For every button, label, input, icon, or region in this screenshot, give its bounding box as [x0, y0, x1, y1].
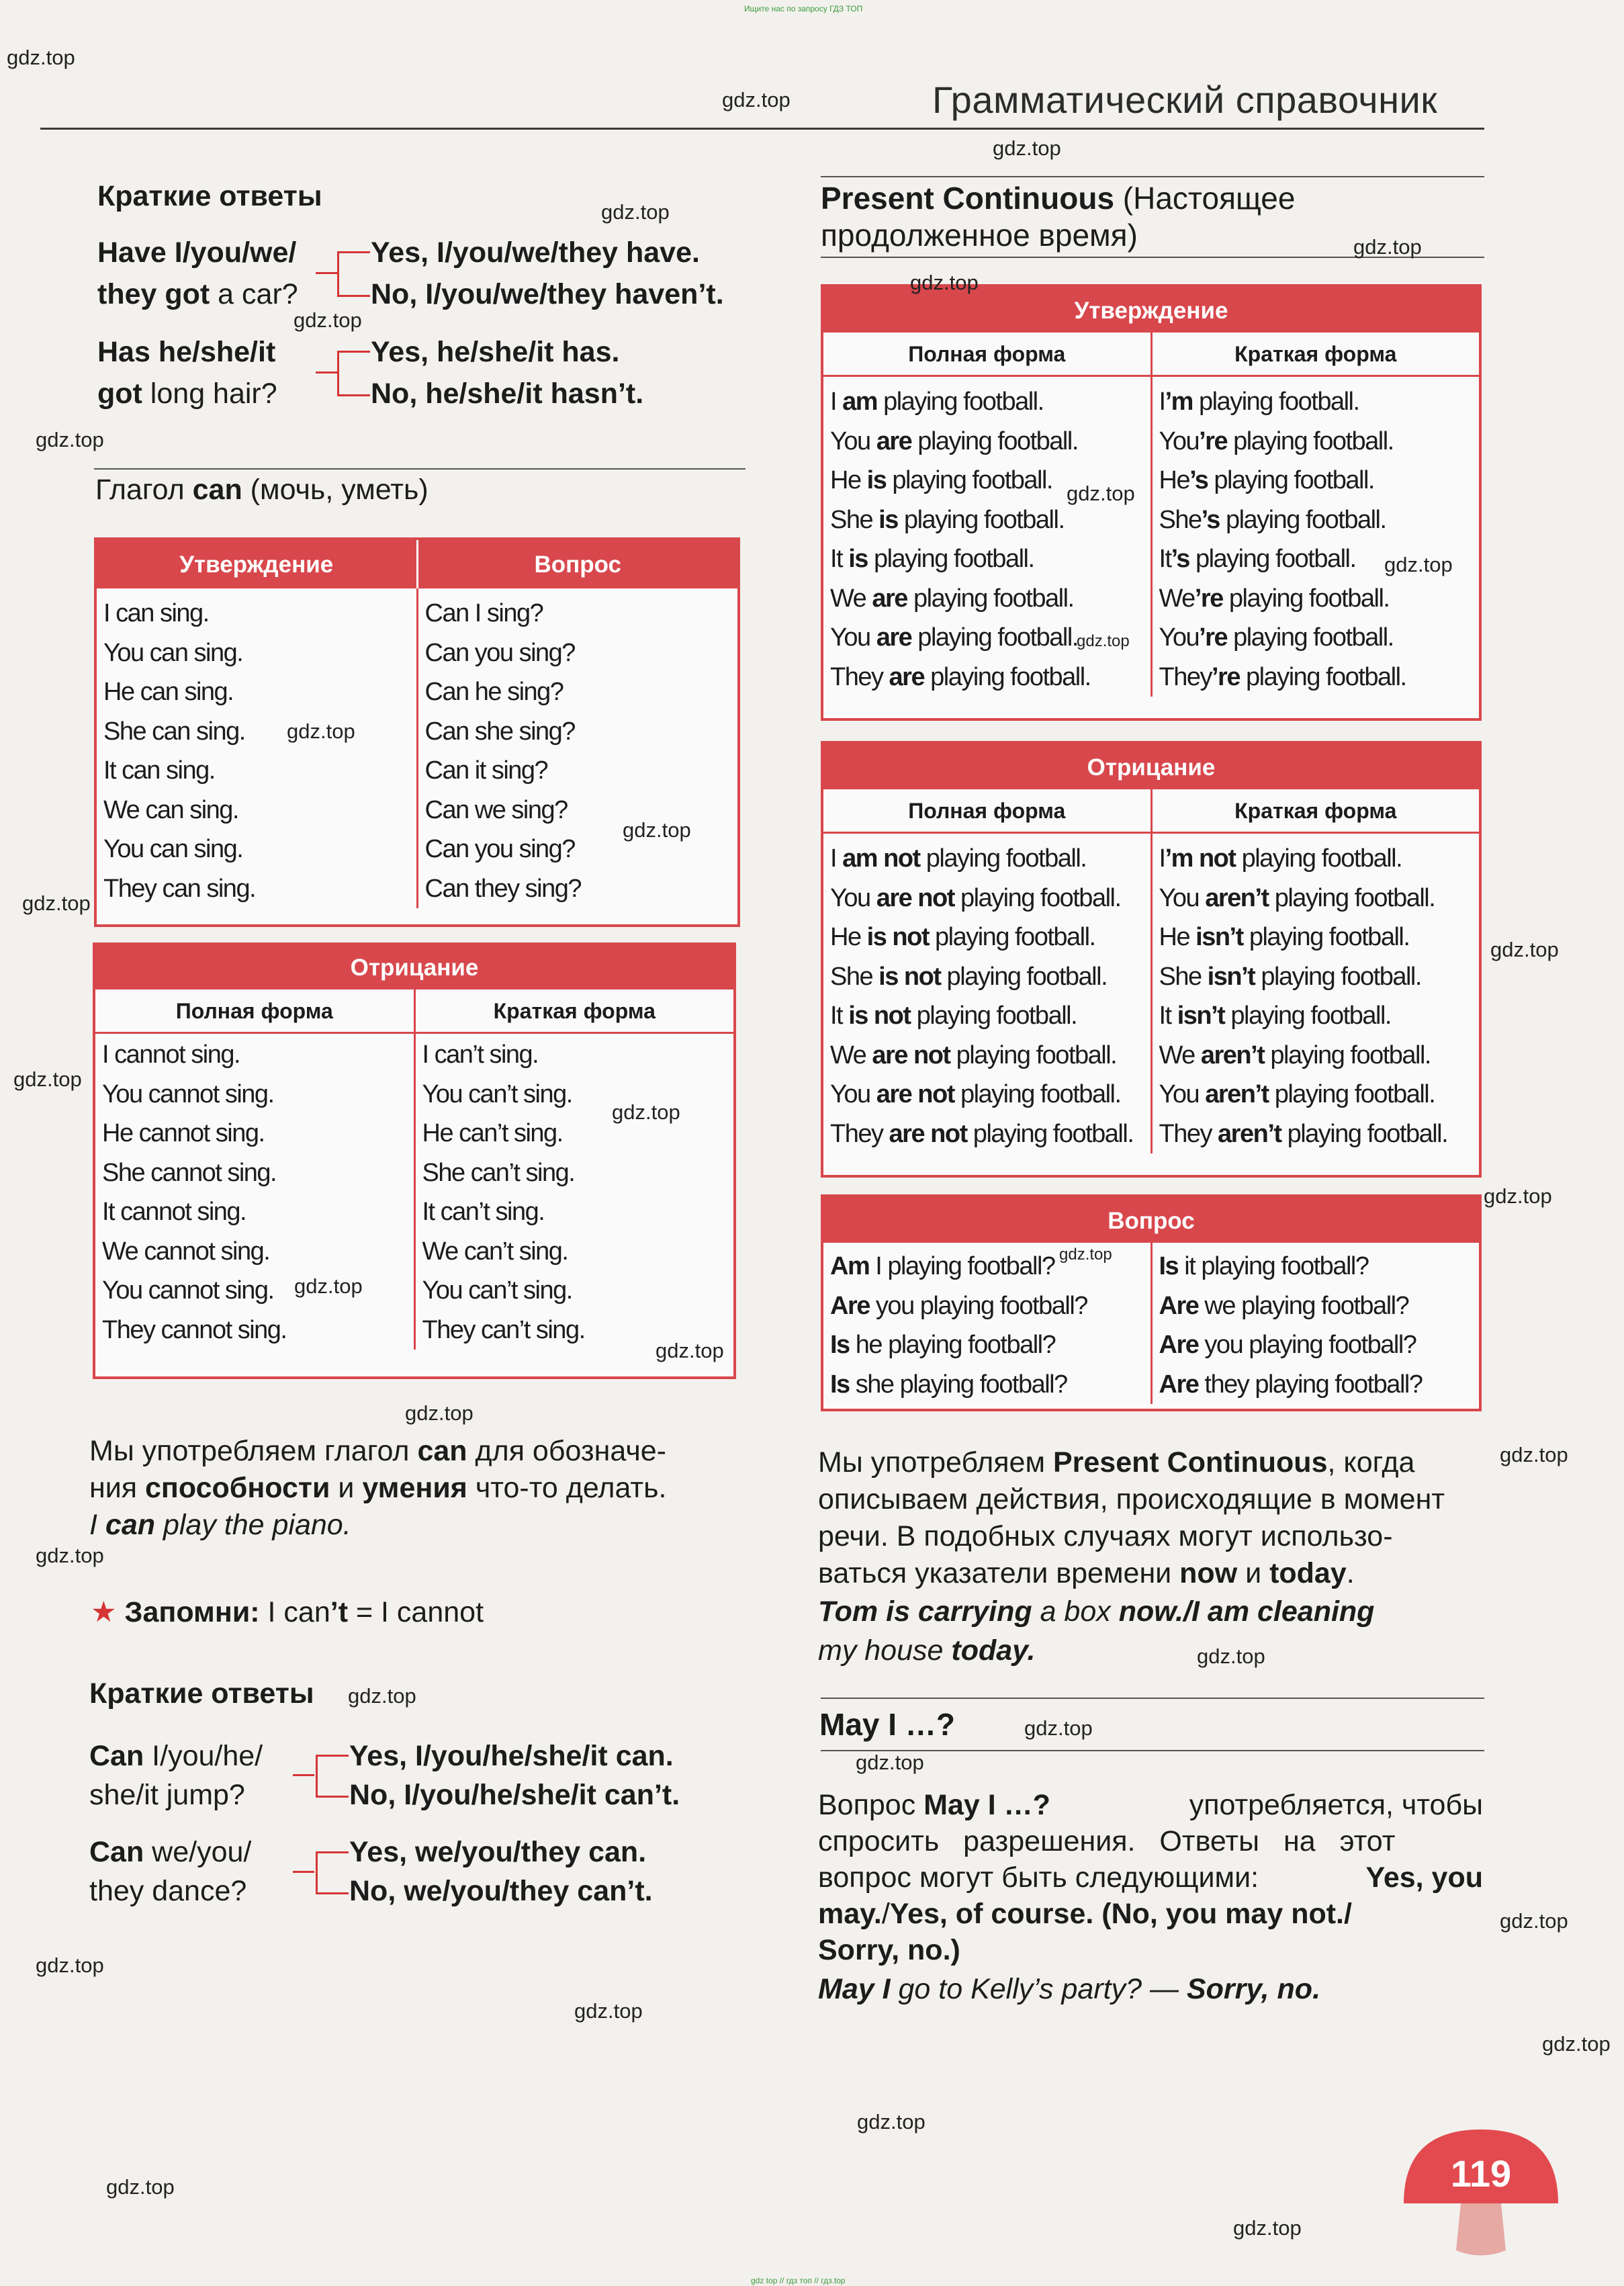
present-continuous-title: Present Continuous (Настоящее продолженное время)	[821, 181, 1296, 253]
table-cell: They aren’t playing football.	[1159, 1119, 1448, 1148]
watermark: gdz.top	[574, 1999, 643, 2023]
table-cell: You are playing football.	[830, 623, 1078, 652]
table-cell: Are you playing football?	[1159, 1331, 1416, 1359]
table-cell: I am playing football.	[830, 388, 1044, 416]
watermark: gdz.top	[656, 1339, 724, 1362]
table-cell: We are not playing football.	[830, 1041, 1117, 1069]
pc-question-column-1	[823, 1243, 1151, 1404]
table-cell: It cannot sing.	[102, 1198, 246, 1226]
table-cell: We aren’t playing football.	[1159, 1041, 1431, 1069]
affirm-head: Утверждение	[97, 540, 416, 588]
table-cell: They can sing.	[103, 874, 256, 903]
table-cell: You’re playing football.	[1159, 427, 1394, 455]
bottom-search-note: gdz top // гдз топ // гдз.top	[751, 2276, 846, 2285]
pc-negative-full-column	[823, 834, 1151, 1153]
watermark: gdz.top	[22, 891, 91, 915]
can-affirm-column	[97, 588, 416, 908]
table-cell: Can you sing?	[424, 835, 575, 863]
watermark: gdz.top	[1384, 553, 1453, 576]
can-question-column	[416, 588, 738, 908]
bracket-4	[316, 1851, 349, 1894]
can-negative-short-column	[414, 1034, 734, 1350]
watermark: gdz.top	[294, 308, 362, 332]
pc-question-head: Вопрос	[823, 1197, 1479, 1243]
watermark: gdz.top	[1059, 1245, 1112, 1264]
pc-affirm-short-column	[1151, 377, 1480, 697]
have-answers: Yes, I/you/we/they have. No, I/you/we/they haven’t.	[371, 236, 724, 310]
pc-affirm-sub-full: Полная форма	[908, 342, 1066, 366]
watermark: gdz.top	[722, 88, 791, 112]
pc-question-column-2	[1151, 1243, 1480, 1404]
table-cell: We can sing.	[103, 795, 238, 824]
table-cell: It isn’t playing football.	[1159, 1002, 1391, 1030]
table-cell: It’s playing football.	[1159, 545, 1356, 573]
table-cell: They cannot sing.	[102, 1315, 287, 1344]
can-title: Глагол can (мочь, уметь)	[95, 474, 428, 506]
table-cell: They are not playing football.	[830, 1119, 1134, 1148]
can-negative-head: Отрицание	[95, 945, 733, 990]
table-cell: You can sing.	[103, 835, 243, 863]
table-cell: I’m playing football.	[1159, 388, 1359, 416]
table-cell: We’re playing football.	[1159, 584, 1390, 613]
pc-negative-sub-short: Краткая форма	[1151, 789, 1480, 832]
table-cell: Can he sing?	[424, 678, 563, 706]
table-cell: You can’t sing.	[422, 1080, 572, 1108]
table-cell: I am not playing football.	[830, 844, 1087, 873]
have-question: Have I/you/we/ they got a car?	[97, 236, 298, 310]
watermark: gdz.top	[601, 200, 670, 224]
table-cell: Are they playing football?	[1159, 1370, 1423, 1399]
table-cell: Is he playing football?	[830, 1331, 1056, 1359]
table-cell: I can’t sing.	[422, 1041, 539, 1069]
pc-affirm-table	[821, 284, 1482, 721]
table-cell: She’s playing football.	[1159, 505, 1386, 534]
table-cell: Is it playing football?	[1159, 1252, 1369, 1280]
can-negative-sub-short: Краткая форма	[414, 990, 734, 1032]
table-cell: It can sing.	[103, 756, 215, 785]
watermark: gdz.top	[1484, 1184, 1552, 1208]
watermark: gdz.top	[1353, 235, 1422, 259]
table-cell: Can she sing?	[424, 717, 575, 746]
watermark: gdz.top	[1542, 2032, 1611, 2056]
table-cell: You aren’t playing football.	[1159, 883, 1435, 912]
table-cell: They’re playing football.	[1159, 662, 1406, 691]
remember-note: ★ Запомни: I can’t = I cannot	[91, 1596, 484, 1628]
table-cell: Am I playing football?	[830, 1252, 1055, 1280]
watermark: gdz.top	[623, 818, 691, 842]
pc-affirm-head: Утверждение	[823, 287, 1479, 333]
table-cell: You can sing.	[103, 638, 243, 667]
table-cell: I’m not playing football.	[1159, 844, 1402, 873]
table-cell: We cannot sing.	[102, 1237, 270, 1266]
pc-negative-head: Отрицание	[823, 744, 1479, 789]
table-cell: Can I sing?	[424, 599, 543, 627]
watermark: gdz.top	[106, 2175, 175, 2199]
table-cell: Are you playing football?	[830, 1291, 1087, 1320]
can-usage-paragraph: Мы употребляем глагол can для обозначе- ния способности и умения что-то делать. I can play the piano.	[89, 1435, 667, 1541]
table-cell: You are not playing football.	[830, 883, 1121, 912]
can-jump-answers: Yes, I/you/he/she/it can. No, I/you/he/she/it can’t.	[349, 1740, 680, 1811]
top-search-note: Ищите нас по запросу ГДЗ ТОП	[744, 4, 863, 13]
watermark: gdz.top	[857, 2110, 926, 2134]
table-cell: It is not playing football.	[830, 1002, 1077, 1030]
short-answers-title-2: Краткие ответы	[89, 1677, 314, 1710]
watermark: gdz.top	[1197, 1644, 1265, 1668]
table-cell: You’re playing football.	[1159, 623, 1394, 652]
table-cell: You are playing football.	[830, 427, 1078, 455]
can-negative-sub-full: Полная форма	[175, 999, 333, 1023]
watermark: gdz.top	[348, 1684, 416, 1708]
watermark: gdz.top	[36, 428, 104, 451]
watermark: gdz.top	[1500, 1909, 1568, 1933]
table-cell: We are playing football.	[830, 584, 1074, 613]
table-cell: He can sing.	[103, 678, 234, 706]
table-cell: You can’t sing.	[422, 1276, 572, 1305]
star-icon: ★	[91, 1596, 117, 1628]
table-cell: They can’t sing.	[422, 1315, 585, 1344]
watermark: gdz.top	[993, 136, 1061, 160]
watermark: gdz.top	[1490, 938, 1559, 961]
can-jump-question: Can I/you/he/ she/it jump?	[89, 1740, 263, 1811]
table-cell: She is not playing football.	[830, 962, 1108, 991]
pc-question-table	[821, 1194, 1482, 1411]
watermark: gdz.top	[1500, 1443, 1568, 1466]
table-cell: You are not playing football.	[830, 1080, 1121, 1108]
can-dance-answers: Yes, we/you/they can. No, we/you/they can’t.	[349, 1836, 653, 1907]
table-cell: She cannot sing.	[102, 1158, 277, 1187]
pc-negative-table	[821, 741, 1482, 1178]
watermark: gdz.top	[13, 1067, 82, 1091]
has-question: Has he/she/it got long hair?	[97, 336, 277, 410]
has-answers: Yes, he/she/it has. No, he/she/it hasn’t.	[371, 336, 644, 410]
table-cell: He cannot sing.	[102, 1119, 265, 1147]
watermark: gdz.top	[287, 719, 355, 743]
watermark: gdz.top	[612, 1100, 680, 1124]
table-cell: He isn’t playing football.	[1159, 923, 1410, 951]
page-number-mushroom	[1397, 2116, 1565, 2284]
mushroom-stem	[1456, 2203, 1506, 2256]
watermark: gdz.top	[294, 1274, 363, 1298]
watermark: gdz.top	[36, 1544, 104, 1567]
table-cell: He is playing football.	[830, 466, 1052, 494]
table-cell: We can’t sing.	[422, 1237, 568, 1266]
watermark: gdz.top	[36, 1953, 104, 1977]
watermark: gdz.top	[856, 1751, 924, 1774]
table-cell: You aren’t playing football.	[1159, 1080, 1435, 1108]
can-negative-table	[93, 942, 736, 1379]
table-cell: She isn’t playing football.	[1159, 962, 1421, 991]
table-cell: Can you sing?	[424, 638, 575, 667]
table-cell: Can they sing?	[424, 874, 581, 903]
short-answers-title-1: Краткие ответы	[97, 180, 322, 212]
table-cell: I can sing.	[103, 599, 209, 627]
watermark: gdz.top	[1077, 632, 1130, 650]
table-cell: You cannot sing.	[102, 1276, 274, 1305]
may-paragraph: Вопрос May I …? употребляется, чтобы спросить разрешения. Ответы на этот вопрос могут быть следующими: Yes, you may./Yes, of course. (No, you may not./ Sorry, no.) May I go to Kelly’s party? — Sorry, no.	[818, 1789, 1483, 2005]
table-cell: He is not playing football.	[830, 923, 1095, 951]
table-cell: Are we playing football?	[1159, 1291, 1409, 1320]
table-cell: He’s playing football.	[1159, 466, 1374, 494]
watermark: gdz.top	[405, 1401, 473, 1425]
watermark: gdz.top	[7, 46, 75, 69]
may-title: May I …?	[819, 1707, 955, 1742]
watermark: gdz.top	[1024, 1716, 1093, 1740]
table-cell: She can’t sing.	[422, 1158, 575, 1187]
can-negative-full-column	[95, 1034, 414, 1350]
table-cell: It can’t sing.	[422, 1198, 545, 1226]
watermark: gdz.top	[910, 271, 979, 294]
table-cell: She can sing.	[103, 717, 245, 746]
bracket-3	[316, 1755, 349, 1798]
table-cell: It is playing football.	[830, 545, 1034, 573]
pc-negative-short-column	[1151, 834, 1480, 1153]
header-rule	[40, 128, 1484, 130]
pc-usage-paragraph: Мы употребляем Present Continuous, когда описываем действия, происходящие в момент речи. В подобных случаях могут использо- ваться указатели времени now и today. Tom is carrying a box now./I am cleaning my house today.	[818, 1446, 1445, 1667]
pc-negative-sub-full: Полная форма	[908, 799, 1066, 823]
watermark: gdz.top	[1233, 2216, 1302, 2240]
table-cell: They are playing football.	[830, 662, 1091, 691]
page-number: 119	[1450, 2152, 1512, 2195]
can-affirm-question-table	[94, 537, 740, 927]
table-cell: Can it sing?	[424, 756, 548, 785]
table-cell: Is she playing football?	[830, 1370, 1067, 1399]
page-header-title: Грамматический справочник	[932, 79, 1438, 121]
bracket-1	[337, 251, 370, 297]
bracket-2	[337, 351, 370, 396]
pc-affirm-sub-short: Краткая форма	[1151, 333, 1480, 375]
table-cell: I cannot sing.	[102, 1041, 240, 1069]
can-dance-question: Can we/you/ they dance?	[89, 1836, 252, 1907]
table-cell: Can we sing?	[424, 795, 568, 824]
table-cell: She is playing football.	[830, 505, 1065, 534]
watermark: gdz.top	[1067, 482, 1135, 505]
table-cell: You cannot sing.	[102, 1080, 274, 1108]
question-head: Вопрос	[416, 540, 738, 588]
table-cell: He can’t sing.	[422, 1119, 563, 1147]
